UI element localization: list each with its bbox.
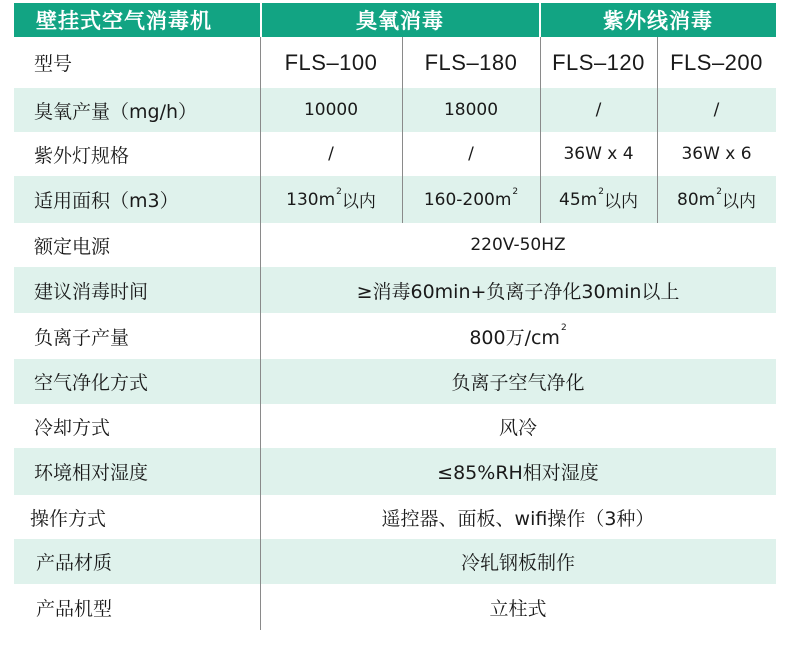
row-label: 冷却方式 [34,416,111,439]
column-divider [260,176,261,223]
column-divider [260,132,261,176]
spec-table [14,3,776,630]
row-material [14,539,776,584]
column-divider [540,176,541,223]
row-label: 建议消毒时间 [34,280,149,303]
column-divider [540,88,541,132]
product-type-value: 立柱式 [489,597,547,620]
area-cell [540,176,657,223]
column-divider [260,584,261,630]
column-divider [260,88,261,132]
ozone-output-cell: / [713,100,720,120]
ozone-output-cell: / [595,100,602,120]
column-divider [260,313,261,359]
row-cooling [14,404,776,448]
area-value: 80m [677,189,716,210]
column-divider [260,495,261,539]
superscript: 2 [598,186,604,197]
column-divider [657,176,658,223]
row-label: 紫外灯规格 [34,144,130,167]
area-suffix: 以内 [721,192,756,212]
model-cell: FLS–100 [284,49,378,75]
row-area [14,176,776,223]
column-divider [657,132,658,176]
row-label: 臭氧产量（mg/h） [34,100,198,123]
column-divider [260,37,261,88]
column-divider [657,88,658,132]
area-suffix: 以内 [341,192,376,212]
header-ozone: 臭氧消毒 [356,9,444,33]
superscript: 2 [512,186,519,197]
area-cell [402,176,540,223]
column-divider [657,37,658,88]
column-divider [260,404,261,448]
row-label: 环境相对湿度 [34,462,149,484]
uv-lamp-cell: / [468,144,474,164]
uv-lamp-cell: / [328,144,334,164]
anion-output-cell [260,313,776,359]
header-title: 壁挂式空气消毒机 [36,9,212,33]
uv-lamp-cell: 36W x 4 [563,144,634,164]
superscript: 2 [560,323,567,333]
disinfect-time-value: ≥消毒60min+负离子净化30min以上 [356,280,680,303]
row-label: 产品材质 [36,552,113,574]
purify-method-value: 负离子空气净化 [451,372,585,394]
area-cell [657,176,776,223]
row-ozone-output [14,88,776,132]
row-label: 额定电源 [34,235,111,258]
row-humidity [14,448,776,495]
model-cell: FLS–200 [670,49,763,75]
area-value: 45m [559,189,598,210]
header-uv: 紫外线消毒 [603,9,713,33]
column-divider [540,132,541,176]
column-divider [260,448,261,495]
row-uv-lamp [14,132,776,176]
row-label: 空气净化方式 [34,372,149,394]
area-cell [260,176,402,223]
column-divider [260,539,261,584]
area-value: 130m [286,189,336,210]
row-product-type [14,584,776,630]
ozone-output-cell: 18000 [443,100,499,120]
area-suffix: 以内 [603,192,638,212]
operation-value: 遥控器、面板、wifi操作（3种） [381,507,655,530]
header-divider [539,3,541,37]
model-cell: FLS–180 [424,49,518,75]
row-label: 适用面积（m3） [34,190,179,212]
column-divider [402,176,403,223]
column-divider [402,37,403,88]
row-anion-output [14,313,776,359]
row-label: 负离子产量 [34,326,130,349]
uv-lamp-cell: 36W x 6 [681,144,752,164]
row-model [14,37,776,88]
row-operation [14,495,776,539]
column-divider [260,223,261,267]
material-value: 冷轧钢板制作 [460,552,575,574]
ozone-output-cell: 10000 [303,100,359,120]
superscript: 2 [336,186,342,197]
cooling-value: 风冷 [498,416,537,439]
column-divider [402,132,403,176]
row-power [14,223,776,267]
model-cell: FLS–120 [552,49,645,75]
column-divider [540,37,541,88]
humidity-value: ≤85%RH相对湿度 [437,462,599,484]
row-purify-method [14,359,776,404]
header-divider [260,3,262,37]
superscript: 2 [716,186,722,197]
row-label: 操作方式 [30,507,107,530]
table-header [14,3,776,37]
power-value: 220V-50HZ [470,235,566,255]
area-value: 160-200m [423,189,512,210]
column-divider [260,359,261,404]
row-disinfect-time [14,267,776,313]
row-label: 产品机型 [36,597,113,620]
column-divider [402,88,403,132]
column-divider [260,267,261,313]
row-label: 型号 [34,53,73,75]
anion-output-value: 800万/cm [469,326,560,349]
